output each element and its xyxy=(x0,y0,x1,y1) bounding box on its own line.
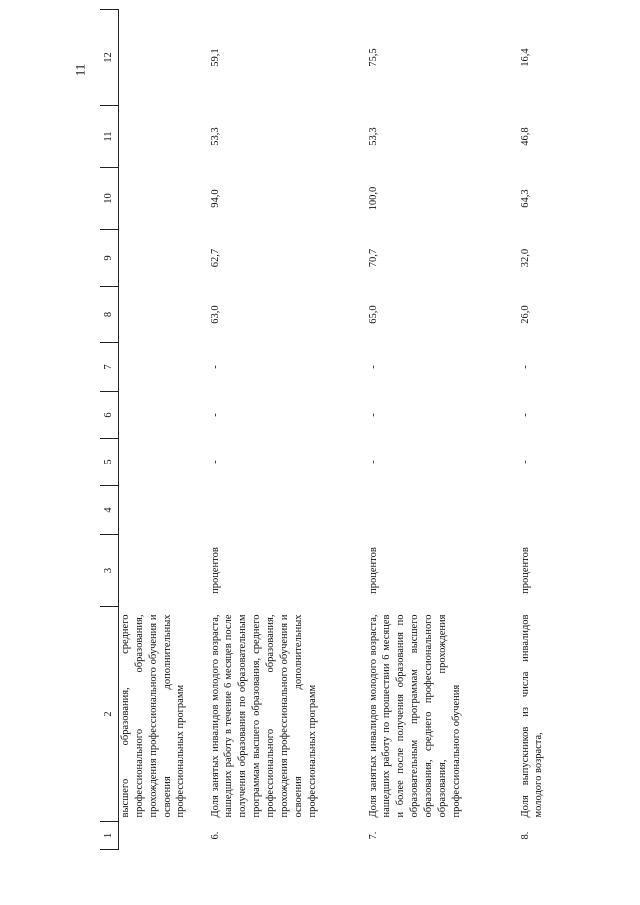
header-cell: 4 xyxy=(100,486,119,535)
value-cell: - xyxy=(519,413,531,417)
value-cell: 62,7 xyxy=(209,248,221,268)
header-cell: 10 xyxy=(100,168,119,230)
value-cell: - xyxy=(209,460,221,464)
value-cell xyxy=(119,439,207,486)
value-cell: - xyxy=(209,365,221,369)
value-cell xyxy=(365,486,517,535)
header-cell: 8 xyxy=(100,287,119,343)
value-cell xyxy=(119,168,207,230)
table-row xyxy=(517,10,557,850)
value-cell: 65,0 xyxy=(367,305,379,324)
row-number: 6. xyxy=(209,831,221,840)
table-row xyxy=(119,10,207,850)
value-cell xyxy=(119,230,207,287)
value-cell xyxy=(119,343,207,392)
indicator-description: Доля выпускников из числа инвалидов молодого возраста, xyxy=(519,614,545,818)
value-cell xyxy=(119,392,207,439)
row-number xyxy=(119,822,207,850)
value-cell: - xyxy=(367,460,379,464)
unit-cell: процентов xyxy=(519,547,531,594)
unit-cell: процентов xyxy=(209,547,221,594)
row-number: 7. xyxy=(367,831,379,840)
value-cell: 16,4 xyxy=(519,48,531,67)
value-cell: 100,0 xyxy=(367,186,379,211)
value-cell: - xyxy=(209,413,221,417)
header-cell: 6 xyxy=(100,392,119,439)
value-cell: - xyxy=(367,365,379,369)
header-cell: 7 xyxy=(100,343,119,392)
value-cell: 63,0 xyxy=(209,305,221,324)
page-number: 11 xyxy=(72,63,88,77)
header-row xyxy=(100,10,119,850)
value-cell: 32,0 xyxy=(519,248,531,268)
indicator-description: высшего образования, среднего профессионального образования, прохождения профессионального обучения и освоения дополнительных профессиональных программ xyxy=(120,614,187,818)
value-cell: 53,3 xyxy=(209,127,221,146)
value-cell xyxy=(119,287,207,343)
value-cell: - xyxy=(367,413,379,417)
unit-cell: процентов xyxy=(367,547,379,594)
value-cell: 75,5 xyxy=(367,48,379,67)
value-cell: 46,8 xyxy=(519,127,531,146)
value-cell: 59,1 xyxy=(209,48,221,67)
value-cell xyxy=(119,10,207,106)
row-number: 8. xyxy=(519,831,531,840)
value-cell xyxy=(119,486,207,535)
table-row xyxy=(365,10,517,850)
header-cell: 3 xyxy=(100,535,119,607)
indicator-description: Доля занятых инвалидов молодого возраста, нашедших работу в течение 6 месяцев после получения образования по образовательным программам высшего образования, среднего профессионального образования, прохождения профессионального обучения и освоения дополнительных профессиональных программ xyxy=(209,614,318,818)
header-cell: 11 xyxy=(100,106,119,168)
unit-cell xyxy=(119,535,207,607)
header-cell: 1 xyxy=(100,822,119,850)
header-cell: 12 xyxy=(100,10,119,106)
value-cell: - xyxy=(519,365,531,369)
value-cell: 94,0 xyxy=(209,189,221,208)
value-cell xyxy=(517,486,557,535)
value-cell: - xyxy=(519,460,531,464)
header-cell: 9 xyxy=(100,230,119,287)
value-cell: 70,7 xyxy=(367,248,379,268)
header-cell: 5 xyxy=(100,439,119,486)
rotated-table-container xyxy=(100,10,550,850)
value-cell: 53,3 xyxy=(367,127,379,146)
indicator-table xyxy=(100,9,557,850)
value-cell: 26,0 xyxy=(519,305,531,324)
value-cell: 64,3 xyxy=(519,189,531,208)
value-cell xyxy=(119,106,207,168)
indicator-description: Доля занятых инвалидов молодого возраста, нашедших работу по прошествии 6 месяцев и более после получения образования по образовательным программам высшего образования, среднего профессионального образования, прохождения профессионального обучения xyxy=(367,614,462,818)
value-cell xyxy=(207,486,365,535)
table-row xyxy=(207,10,365,850)
header-cell: 2 xyxy=(100,607,119,822)
